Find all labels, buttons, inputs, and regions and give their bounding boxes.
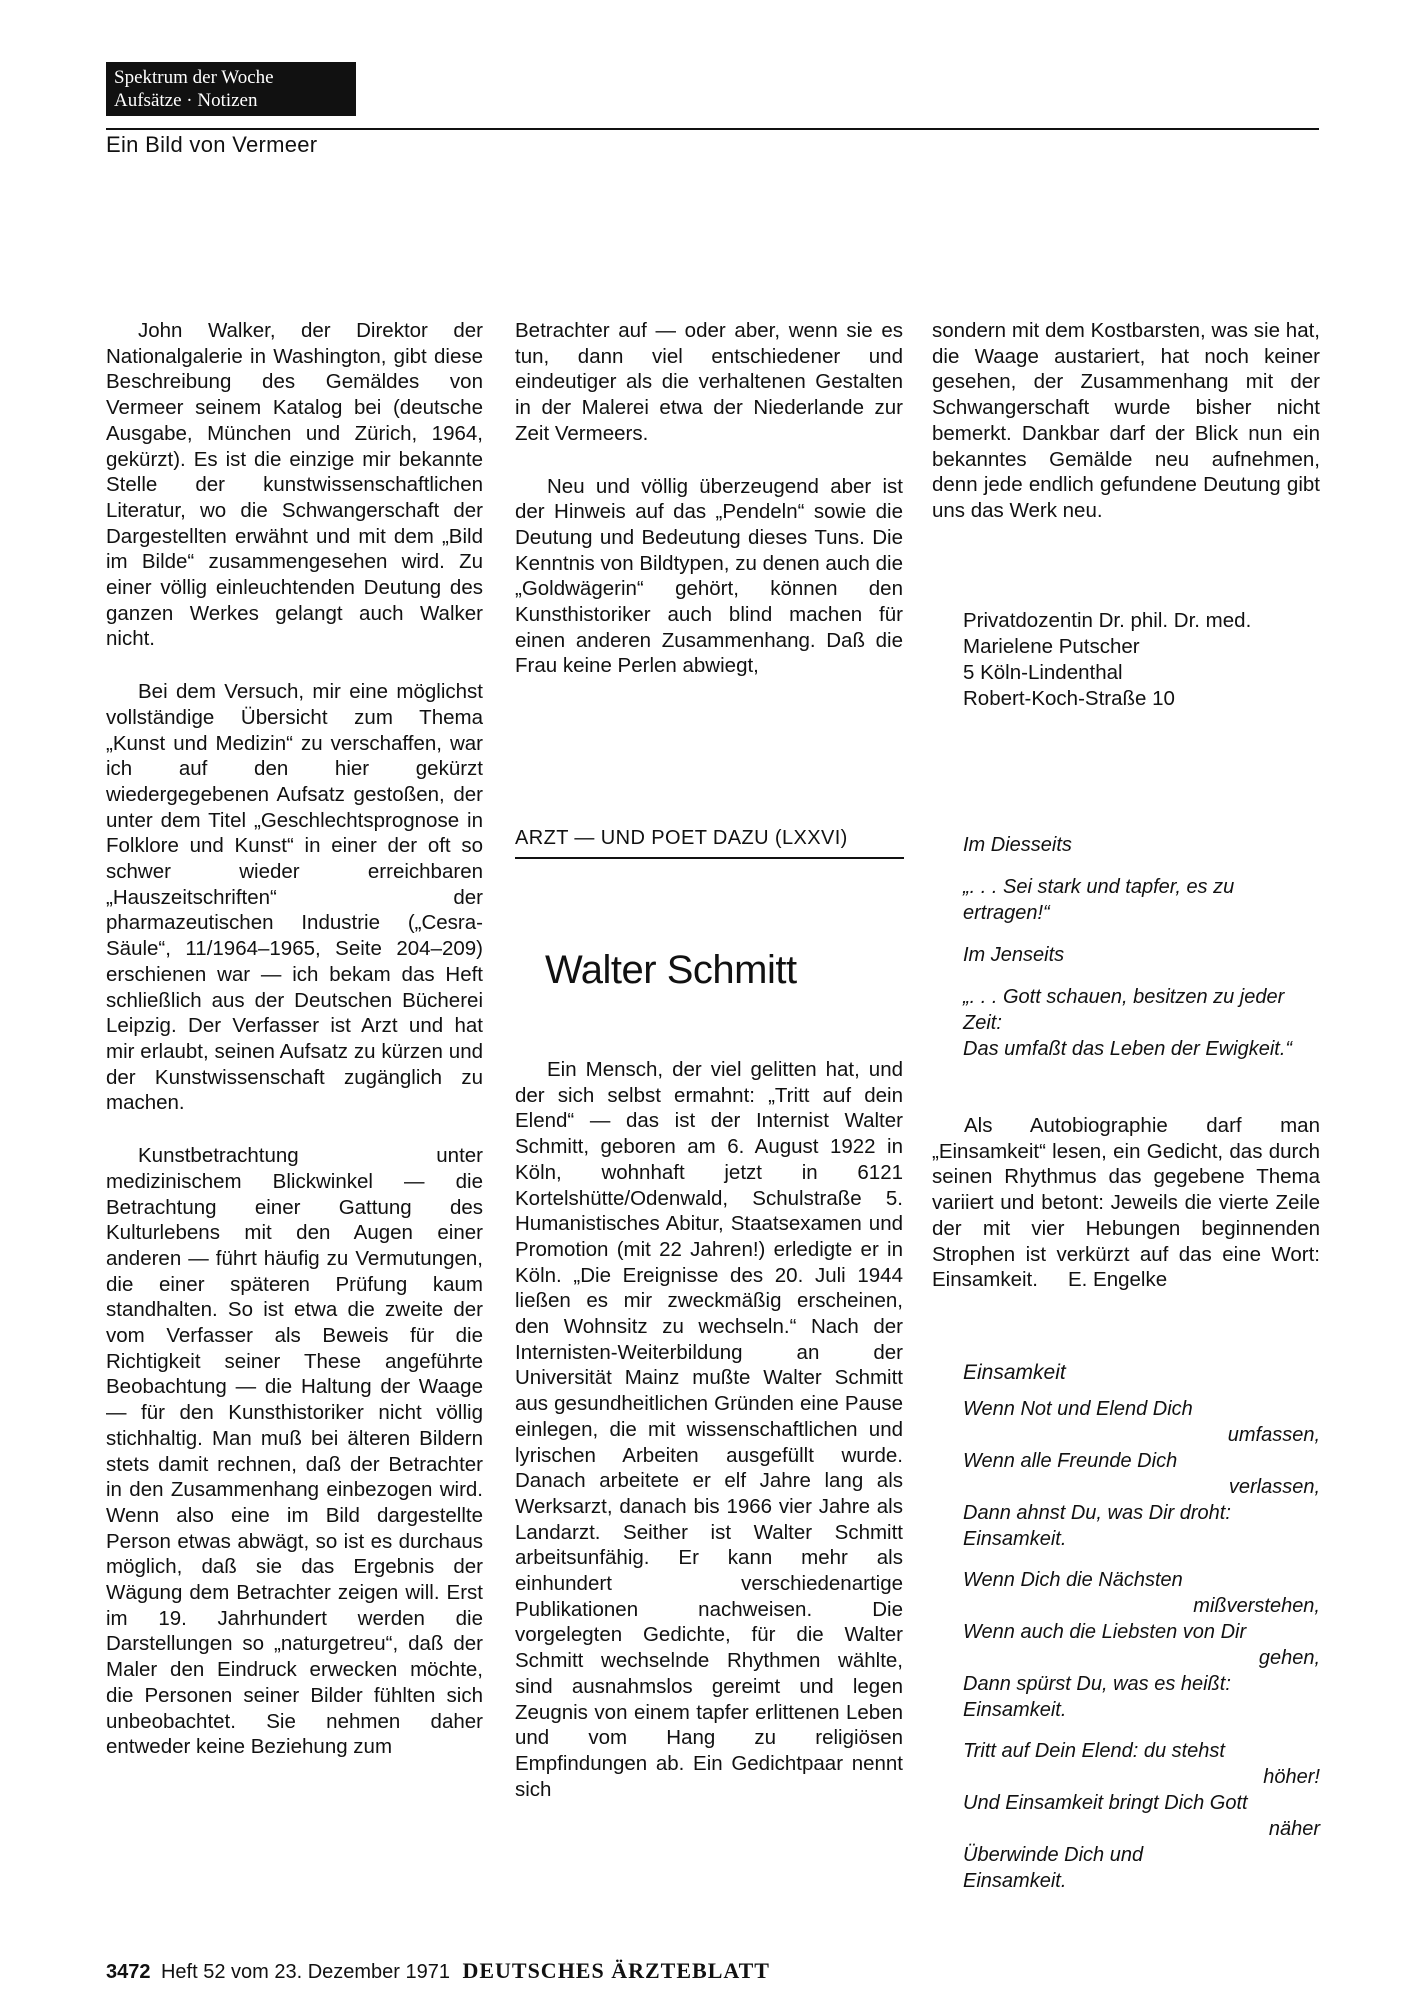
- poem-stanza-1: [963, 1396, 1320, 1552]
- section-kicker: [106, 62, 356, 116]
- header-rule: [106, 128, 1319, 130]
- poem-pair: [963, 832, 1320, 1062]
- poem-line: höher!: [1263, 1766, 1320, 1788]
- article1-paragraph-6: sondern mit dem Kostbarsten, was sie hat, die Waage austariert, hat noch keiner gesehen, der Zusammenhang mit der Schwangerschaft wurde bisher nicht bemerkt. Dankbar darf der Blick nun ein bekanntes Gemälde neu aufnehmen, denn jede endlich gefundene Deutung gibt uns das Werk neu.: [932, 319, 1320, 522]
- signature: E. Engelke: [1067, 1268, 1168, 1292]
- article2-body: [515, 1057, 903, 1802]
- jenseits-label: Im Jenseits: [963, 944, 1065, 966]
- page-number: 3472: [106, 1961, 151, 1983]
- article1-column-3: [932, 318, 1320, 524]
- article1-paragraph-1: John Walker, der Direktor der Nationalgalerie in Washington, gibt diese Beschreibung des Gemäldes von Vermeer seinem Katalog bei (deutsche Ausgabe, München und Zürich, 1964, gekürzt). Es ist die einzige mir bekannte Stelle der kunstwissenschaftlichen Literatur, wo die Schwangerschaft der Dargestellten erwähnt und mit dem „Bild im Bilde“ zusammengesehen wird. Zu einer völlig einleuchtenden Deutung des ganzen Werkes gelangt auch Walker nicht.: [106, 319, 483, 651]
- series-title: ARZT — UND POET DAZU (LXXVI): [515, 827, 848, 849]
- article2-commentary: [932, 1113, 1320, 1293]
- article1-paragraph-3: Kunstbetrachtung unter medizinischem Blickwinkel — die Betrachtung einer Gattung des Kulturlebens mit den Augen einer anderen — führt häufig zu Vermutungen, die einer späteren Prüfung kaum standhalten. So ist etwa die zweite der vom Verfasser als Beweis für die Richtigkeit seiner These angeführte Beobachtung — die Haltung der Waage — für den Kunsthistoriker nicht völlig stichhaltig. Man muß bei älteren Bildern stets damit rechnen, daß der Betrachter in den Zusammenhang einbezogen wird. Wenn also eine im Bild dargestellte Person etwas abwägt, so ist es durchaus möglich, daß sie das Ergebnis der Wägung dem Betrachter zeigen will. Erst im 19. Jahrhundert werden die Darstellungen so „naturgetreu“, daß der Maler den Eindruck erwecken möchte, die Personen seiner Bilder fühlten sich unbeobachtet. Sie nehmen daher entweder keine Beziehung zum: [106, 1144, 483, 1759]
- poem-line: Einsamkeit.: [963, 1699, 1067, 1721]
- poem-stanza-2: [963, 1567, 1320, 1723]
- series-rule: [515, 857, 904, 859]
- section-title: Ein Bild von Vermeer: [106, 132, 318, 157]
- address-line-2: Marielene Putscher: [963, 635, 1140, 658]
- article2-paragraph: Ein Mensch, der viel gelitten hat, und der sich selbst ermahnt: „Tritt auf dein Elend“ — das ist der Internist Walter Schmitt, geboren am 6. August 1922 in Köln, wohnhaft jetzt in 6121 Kortelshütte/Odenwald, Schulstraße 5. Humanistisches Abitur, Staatsexamen und Promotion (mit 22 Jahren!) erledigte er in Köln. „Die Ereignisse des 20. Juli 1944 ließen es mir zweckmäßig erscheinen, den Wohnsitz zu wechseln.“ Nach der Internisten-Weiterbildung an der Universität Mainz mußte Walter Schmitt aus gesundheitlichen Gründen eine Pause einlegen, die mit wissenschaftlichen und lyrischen Arbeiten ausgefüllt wurde. Danach arbeitete er elf Jahre lang als Werksarzt, danach bis 1966 vier Jahre als Landarzt. Seither ist Walter Schmitt arbeitsunfähig. Er kann mehr als einhundert verschiedenartige Publikationen nachweisen. Die vorgelegten Gedichte, für die Walter Schmitt wechselnde Rhythmen wählte, sind ausnahmslos gereimt und legen Zeugnis von einem tapfer erlittenen Leben und vom Hang zu religiösen Empfindungen ab. Ein Gedichtpaar nennt sich: [515, 1058, 903, 1801]
- poem-line: Dann ahnst Du, was Dir droht:: [963, 1502, 1231, 1524]
- poem-line: gehen,: [1258, 1647, 1320, 1669]
- poem-line: verlassen,: [1228, 1476, 1320, 1498]
- jenseits-quote-line-2: Das umfaßt das Leben der Ewigkeit.“: [963, 1038, 1293, 1060]
- author-address: [963, 608, 1251, 712]
- article-headline: Walter Schmitt: [545, 948, 797, 992]
- issue-info: Heft 52 vom 23. Dezember 1971: [160, 1961, 450, 1983]
- kicker-line-1: Spektrum der Woche: [114, 67, 274, 88]
- poem-line: näher: [1268, 1818, 1320, 1840]
- poem-stanza-3: [963, 1738, 1320, 1894]
- jenseits-quote-line-1: „. . . Gott schauen, besitzen zu jeder Zeit:: [963, 986, 1285, 1034]
- poem-line: Dann spürst Du, was es heißt:: [963, 1673, 1231, 1695]
- poem-line: Wenn Dich die Nächsten: [963, 1569, 1183, 1591]
- poem-line: Wenn auch die Liebsten von Dir: [963, 1621, 1247, 1643]
- article1-column-1: [106, 318, 483, 1760]
- diesseits-quote: „. . . Sei stark und tapfer, es zu ertragen!“: [963, 876, 1235, 924]
- article1-paragraph-4: Betrachter auf — oder aber, wenn sie es tun, dann viel entschiedener und eindeutiger als die verhaltenen Gestalten in der Malerei etwa der Niederlande zur Zeit Vermeers.: [515, 319, 903, 445]
- article1-column-2: [515, 318, 903, 679]
- page-footer: [106, 1958, 770, 1984]
- commentary-text: Als Autobiographie darf man „Einsamkeit“ lesen, ein Gedicht, das durch seinen Rhythmus das gegebene Thema variiert und betont: Jeweils die vierte Zeile der mit vier Hebungen beginnenden Strophen ist verkürzt auf das eine Wort: Einsamkeit.: [932, 1114, 1320, 1292]
- article1-paragraph-2: Bei dem Versuch, mir eine möglichst vollständige Übersicht zum Thema „Kunst und Medizin“ zu verschaffen, war ich auf den hier gekürzt wiedergegebenen Aufsatz gestoßen, der unter dem Titel „Geschlechtsprognose in Folklore und Kunst“ in einer der oft so schwer wieder erreichbaren „Hauszeitschriften“ der pharmazeutischen Industrie („Cesra-Säule“, 11/1964–1965, Seite 204–209) erschienen war — ich bekam das Heft schließlich aus der Deutschen Bücherei Leipzig. Der Verfasser ist Arzt und hat mir erlaubt, seinen Aufsatz zu kürzen und der Kunstwissenschaft zugänglich zu machen.: [106, 680, 483, 1115]
- poem-line: mißverstehen,: [1193, 1595, 1320, 1617]
- poem-line: Tritt auf Dein Elend: du stehst: [963, 1740, 1225, 1762]
- poem-line: Wenn Not und Elend Dich: [963, 1398, 1193, 1420]
- poem-line: Wenn alle Freunde Dich: [963, 1450, 1178, 1472]
- poem-line: Einsamkeit.: [963, 1528, 1067, 1550]
- poem-line: Einsamkeit.: [963, 1870, 1067, 1892]
- poem-title: Einsamkeit: [963, 1361, 1066, 1384]
- commentary-paragraph: [932, 1113, 1320, 1293]
- poem-einsamkeit: [963, 1360, 1320, 1909]
- article1-paragraph-5: Neu und völlig überzeugend aber ist der Hinweis auf das „Pendeln“ sowie die Deutung und Bedeutung dieses Tuns. Die Kenntnis von Bildtypen, zu denen auch die „Goldwägerin“ gehört, können den Kunsthistoriker auch blind machen für einen anderen Zusammenhang. Daß die Frau keine Perlen abwiegt,: [515, 474, 903, 678]
- address-line-1: Privatdozentin Dr. phil. Dr. med.: [963, 609, 1252, 632]
- poem-line: Überwinde Dich und: [963, 1844, 1144, 1866]
- poem-line: umfassen,: [1227, 1424, 1320, 1446]
- address-line-4: Robert-Koch-Straße 10: [963, 687, 1175, 710]
- kicker-line-2: Aufsätze · Notizen: [114, 90, 258, 111]
- diesseits-label: Im Diesseits: [963, 834, 1072, 856]
- address-line-3: 5 Köln-Lindenthal: [963, 661, 1123, 684]
- journal-name: DEUTSCHES ÄRZTEBLATT: [462, 1958, 770, 1983]
- poem-line: Und Einsamkeit bringt Dich Gott: [963, 1792, 1248, 1814]
